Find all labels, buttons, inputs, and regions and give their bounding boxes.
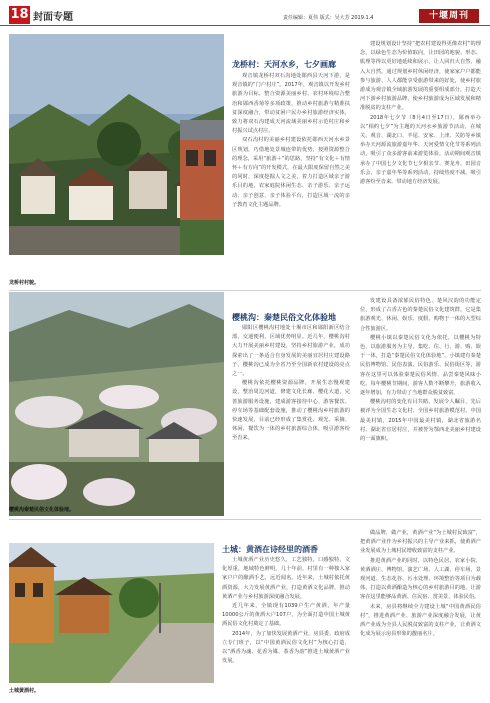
article-paragraph: 近几年来，全镇现有1039户生产黄酒，年产量10000公斤的黄酒大户107户，为全面打造中国土城黄酒民俗文化村奠定了基础。	[222, 603, 350, 628]
article-paragraph: 观音镇龙桥村双石沟地处郧西县天河下游，是观音镇的“门户村庄”。2017年，观音镇以开发乡村旅游为目标，整合资源美丽乡村、农村环境综合整治和郧西香菊等多项政策，推动乡村旅游与精准扶贫深度融合，带动贫困户民办乡村旅游经济实体，致力将双石沟建成天河流域美丽乡村示范村庄和乡村振兴试点村庄。	[232, 73, 350, 135]
photo-caption: 土城黄酒村。	[9, 688, 40, 694]
article-paragraph: 樱桃小镇以秦楚民俗文化为依托，以樱桃为特色，以旅游服务为主导，集吃、住、行、游、购、娱于一体，打造“秦楚民俗文化体验地”。小镇建有秦楚民俗博物馆、民俗表演、民俗游乐、民俗街区等，游客在这里可以体验秦楚民俗风情、品尝秦楚风味小吃。每年樱桃节期间，游客人数不断攀升，旅游收入逐年增加，有力带动了当地群众脱贫致富。	[360, 334, 481, 397]
tucheng-village-photo	[9, 543, 214, 683]
article-column	[232, 324, 350, 514]
article-title: 土城：黄酒在诗经里的酒香	[222, 545, 318, 554]
article-column	[360, 529, 481, 696]
section-title: 封面专题	[33, 12, 73, 23]
article-column	[360, 297, 481, 514]
article-column	[222, 556, 350, 696]
publication-masthead: 十堰周刊	[419, 9, 479, 23]
article-paragraph: 土城黄酒产业历史悠久，工艺独特，口感独特，文化厚重，地域特色鲜明。几十年前，村里有一种独入家家户户的酿酒手艺，远近闻名。近年来，土城村依托黄酒资源，大力发展黄酒产业，打造黄酒文化品牌，推动黄酒产业与乡村旅游深度融合发展。	[222, 557, 350, 600]
article-paragraph: 发建设具备浓郁民俗特色、楚风汉韵的功能定位，形成了古香古色的秦楚民俗文化建筑群。它是集旅游观光、休闲、娱乐、度假、购物于一体的大型综合性旅游区。	[360, 298, 481, 332]
article-title: 樱桃沟：秦楚民俗文化体验地	[232, 313, 336, 322]
article-paragraph: 推进黄酒产业的同时，以特色民居、农家小院、黄酒酒庄、博物馆、演艺广场、人工湖、停车场、景观河道、生态花谷、污水处理、环境整治等项目为载体，打造以黄酒酿造为核心的乡村旅游目的地，让游客在这里能够品黄酒、住民宿、赏美景、体验民俗。	[360, 557, 481, 601]
article-paragraph: 樱桃沟村的变化有目共睹，发展令人瞩目，先后被评为全国生态文化村、全国乡村旅游模范村、中国最美村镇，2015年中国最美村镇，湖北省旅游名村、湖北省宜居村庄，并被誉为鄂西北美丽乡村建设的一面旗帜。	[360, 399, 481, 443]
article-paragraph: 樱桃沟依托樱桃资源品牌，开展生态慢观建设，整治周边河道，修建文化长廊、樱花大道，完善旅游服务设施，建成游客接待中心、游客餐饮、停车场等基础配套设施，推动了樱桃沟乡村旅游的快速发展，目前已经形成了集赏花、观光、采摘、休闲、餐饮为一体的乡村旅游综合体，吸引游客纷至沓来。	[232, 380, 350, 442]
article-column	[232, 72, 350, 272]
yingtaogou-photo	[9, 292, 224, 516]
page-header	[0, 0, 490, 26]
article-paragraph: 双石沟村的美丽乡村建设依托郧西天河水乡景区规划，巧借地处景城连带的优势，按照资源整合的理念，采用“旅游＋”的思路，坚持“有文化＋有情怀＋有方向”的开发模式，在最大限度保留自然之美的同时，深度挖掘人文之美，着力打造区域亲子游乐目的地、农家庭院休闲生态、亲子游乐、亲子运动、亲子创意、亲子体验平台，打造区域一流的亲子教育文化主题品牌。	[232, 137, 350, 208]
article-title: 龙桥村：天河水乡，七夕画廊	[232, 60, 336, 69]
page-number: 18	[10, 7, 29, 22]
article-paragraph: 2014年，为了加快发展黄酒产业，房县委、政府成立专门班子，以“中国黄酒民俗文化村”为核心打造，以“酒香为魂、花香为媒、茶香为韵”推进土城黄酒产业发展。	[222, 630, 350, 665]
editor-credits: 责任编辑：夏伟 版式：吴大芳 2019.1.4	[283, 15, 374, 21]
article-paragraph: 未来，房县将继续全力建设土城“中国黄酒民俗村”，推进黄酒产业、旅游产业深度融合发展，让黄酒产业成为全县人民脱贫致富的支柱产业，让黄酒文化成为展示房县形象的靓丽名片。	[360, 603, 481, 638]
article-paragraph: 做品牌，做产业，黄酒产业“为土城村民致富”，把黄酒产业作为乡村振兴的主导产业来抓，使黄酒产业发展成为土城村民增收致富的支柱产业。	[360, 530, 481, 555]
longqiao-house-photo	[180, 120, 224, 255]
photo-caption: 樱桃沟秦楚民俗文化体验地。	[9, 507, 75, 513]
article-paragraph: 2018年七夕节（8月4日至17日），郧西举办以“相约七夕”为主题的天河水乡旅游节活动，在城关、观音、湖北口、羊尾、安家、上津、关防等乡镇举办天河源流旅游嘉年华、天河爱情文化节等系列活动，吸引了众多游客前来游览体验。活动期间观音镇承办了中国七夕文化节七夕相亲节、赛龙舟、田园音乐会、亲子嘉年华等系列活动，持续热度不减，吸引游客纷至沓来，带动地方经济发展。	[360, 114, 481, 186]
photo-caption: 龙桥村村貌。	[9, 280, 40, 286]
section-divider	[9, 519, 481, 520]
article-column	[360, 40, 481, 272]
article-paragraph: 郧阳区樱桃沟村地处十堰市区和郧阳新区结合部，交通便利，区域优势明显。近几年，樱桃沟村大力开展美丽乡村建设，坚持乡村旅游产业，成功探索出了一条适合自身发展的美丽宜居村庄建设路子，樱桃沟已成为全省乃至全国新农村建设的亮点之一。	[232, 325, 350, 378]
article-paragraph: 建设规划设计坚持“把农村建设得更像农村”的理念，以绿色生态为价值取向，让田园的地貌、形态、肌理等得以更好地延续和展示，让人回归大自然、融入大自然。通过规划乡村休闲经济，使家家户户都能参与旅游、人人都能享受旅游带来的好处，使乡村旅游成为观音镇全域旅游发展的重要组成部分，打造天河下游乡村旅游品牌，使乡村旅游成为区域发展和精准脱贫的支柱产业。	[360, 41, 481, 112]
section-divider	[9, 290, 481, 291]
